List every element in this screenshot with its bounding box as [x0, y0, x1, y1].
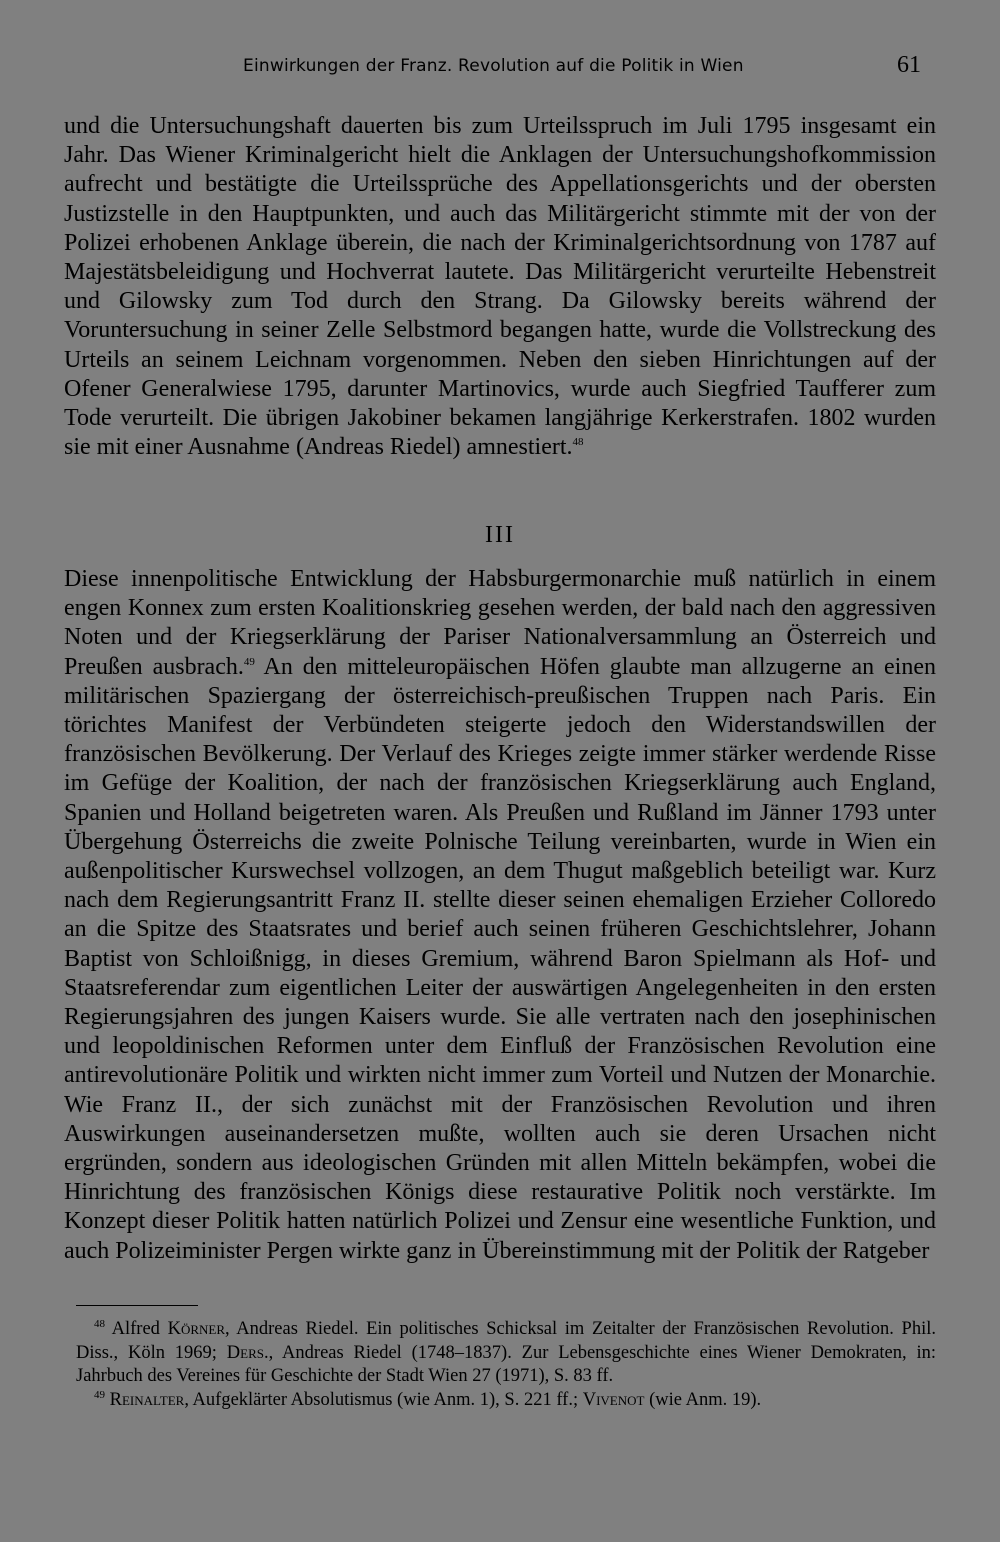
author-name: Körner	[167, 1319, 225, 1339]
page-number: 61	[897, 52, 921, 78]
paragraph-text: An den mitteleuropäischen Höfen glaubte man allzugerne an einen militärischen Spaziergang der österreichisch-preußischen Truppen nach Paris. Ein törichtes Manifest der Verbündeten steigerte jedoch den Widerstandswillen der französischen Bevölkerung. Der Verlauf des Krieges zeigte immer stärker werdende Risse im Gefüge der Koalition, der nach der französischen Kriegserklärung auch England, Spanien und Holland beigetreten waren. Als Preußen und Rußland im Jänner 1793 unter Übergehung Österreichs die zweite Polnische Teilung vereinbarten, wurde in Wien ein außenpolitischer Kurswechsel vollzogen, an dem Thugut maßgeblich beteiligt war. Kurz nach dem Regierungsantritt Franz II. stellte dieser seinen ehemaligen Erzieher Colloredo an die Spitze des Staatsrates und berief auch seinen früheren Geschichtslehrer, Johann Baptist von Schloißnigg, in dieses Gremium, während Baron Spielmann als Hof- und Staatsreferendar zum eigentlichen Leiter der auswärtigen Angelegenheiten in den ersten Regierungsjahren des jungen Kaisers wurde. Sie alle vertraten nach den josephinischen und leopoldinischen Reformen unter dem Einfluß der Französischen Revolution eine antirevolutionäre Politik und wirkten nicht immer zum Vorteil und Nutzen der Monarchie. Wie Franz II., der sich zunächst mit der Französischen Revolution und ihren Auswirkungen auseinandersetzen mußte, wollten auch sie deren Ursachen nicht ergründen, sondern aus ideologischen Gründen mit allen Mitteln bekämpfen, wobei die Hinrichtung des französischen Königs diese restaurative Politik noch verstärkte. Im Konzept dieser Politik hatten natürlich Polizei und Zensur eine wesentliche Funktion, und auch Polizeiminister Pergen wirkte ganz in Übereinstimmung mit der Politik der Ratgeber	[64, 653, 937, 1264]
footnote-number: 48	[94, 1317, 105, 1330]
footnote-reference: 49	[243, 655, 255, 668]
section-heading: III	[485, 522, 515, 548]
footnote-text: , Aufgeklärter Absolutismus (wie Anm. 1), S. 221 ff.;	[184, 1389, 583, 1410]
paragraph-text: und die Untersuchungshaft dauerten bis zum Urteilsspruch im Juli 1795 insgesamt ein Jahr. Das Wiener Kriminalgericht hielt die Anklagen der Untersuchungshofkommission aufrecht und bestätigte die Urteilssprüche des Appellationsgerichts und der obersten Justizstelle in den Hauptpunkten, und auch das Militärgericht stimmte mit der von der Polizei erhobenen Anklage überein, die nach der Kriminalgerichtsordnung von 1787 auf Majestätsbeleidigung und Hochverrat lautete. Das Militärgericht verurteilte Hebenstreit und Gilowsky zum Tod durch den Strang. Da Gilowsky bereits während der Voruntersuchung in seiner Zelle Selbstmord begangen hatte, wurde die Vollstreckung des Urteils an seinem Leichnam vorgenommen. Neben den sieben Hinrichtungen auf der Ofener Generalwiese 1795, darunter Martinovics, wurde auch Siegfried Taufferer zum Tode verurteilt. Die übrigen Jakobiner bekamen langjährige Kerkerstrafen. 1802 wurden sie mit einer Ausnahme (Andreas Riedel) amnestiert.	[64, 113, 936, 461]
footnotes	[76, 1318, 936, 1412]
footnote-number: 49	[94, 1388, 105, 1401]
paragraph-text: Diese innenpolitische Entwicklung der Habsburgermonarchie muß natürlich in einem engen Konnex zum ersten Koalitionskrieg gesehen werden, der bald nach den aggressiven Noten und der Kriegserklärung der Pariser Nationalversammlung an Österreich und Preußen ausbrach.	[64, 566, 936, 680]
body-paragraph	[64, 565, 936, 1266]
author-name: Vivenot	[582, 1389, 645, 1410]
footnote-text: , Andreas Riedel. Ein politisches Schicksal im Zeitalter der Französischen Revolution. Phil. Diss., Köln 1969;	[76, 1319, 936, 1363]
footnote-text: Alfred	[111, 1319, 168, 1339]
footnote	[76, 1389, 936, 1413]
footnote-reference: 48	[572, 436, 584, 449]
footnote-text: (wie Anm. 19).	[644, 1389, 762, 1410]
footnote	[76, 1318, 936, 1389]
author-name: Reinalter	[109, 1389, 185, 1410]
footnote-text: , Andreas Riedel (1748–1837). Zur Lebensgeschichte eines Wiener Demokraten, in: Jahrbuch des Vereines für Geschichte der Stadt Wien 27 (1971), S. 83 ff.	[76, 1342, 936, 1386]
running-head: Einwirkungen der Franz. Revolution auf die Politik in Wien	[243, 56, 744, 76]
body-paragraph	[64, 112, 936, 462]
footnote-separator	[76, 1305, 198, 1306]
author-name: Ders.	[226, 1342, 269, 1363]
